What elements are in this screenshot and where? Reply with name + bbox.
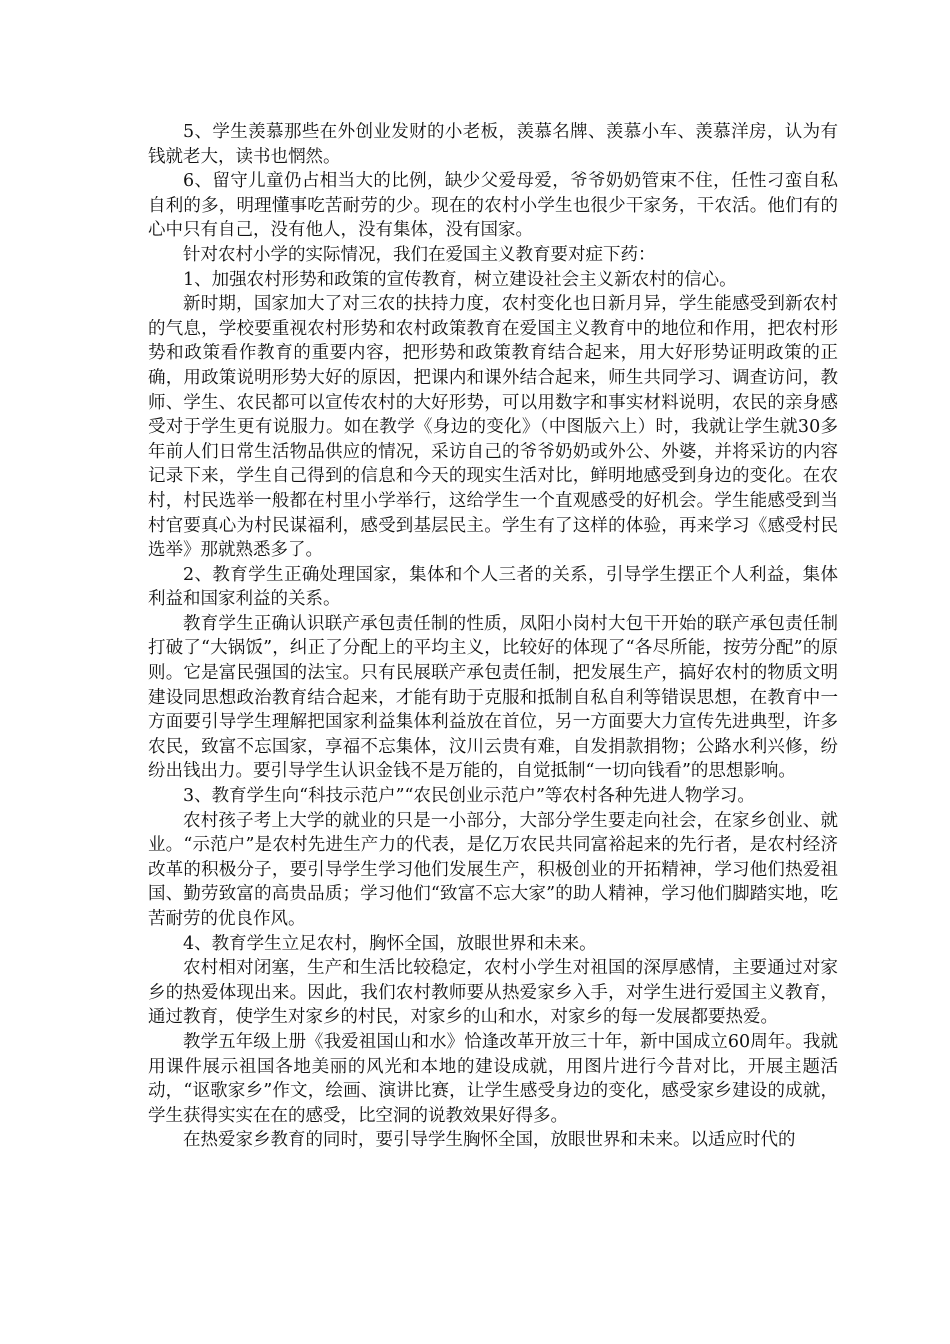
paragraph-6: 2、教育学生正确处理国家，集体和个人三者的关系，引导学生摆正个人利益，集体利益和国家利益的关系。 xyxy=(148,564,838,610)
paragraph-10: 4、教育学生立足农村，胸怀全国，放眼世界和未来。 xyxy=(183,933,597,954)
paragraph-2: 6、留守儿童仍占相当大的比例，缺少父爱母爱，爷爷奶奶管束不住，任性刁蛮自私自利的多，明理懂事吃苦耐劳的少。现在的农村小学生也很少干家务，干农活。他们有的心中只有自己，没有他人，没有集体，没有国家。 xyxy=(148,171,838,241)
paragraph-3: 针对农村小学的实际情况，我们在爱国主义教育要对症下药： xyxy=(183,244,656,265)
paragraph-12: 教学五年级上册《我爱祖国山和水》恰逢改革开放三十年，新中国成立60周年。我就用课件展示祖国各地美丽的风光和本地的建设成就，用图片进行今昔对比，开展主题活动，“讴歌家乡”作文，绘画、演讲比赛，让学生感受身边的变化，感受家乡建设的成就，学生获得实实在在的感受，比空洞的说教效果好得多。 xyxy=(148,1031,838,1126)
document-body xyxy=(148,120,838,1153)
paragraph-8: 3、教育学生向“科技示范户”“农民创业示范户”等农村各种先进人物学习。 xyxy=(183,786,755,807)
paragraph-4: 1、加强农村形势和政策的宣传教育，树立建设社会主义新农村的信心。 xyxy=(183,269,737,290)
paragraph-11: 农村相对闭塞，生产和生活比较稳定，农村小学生对祖国的深厚感情，主要通过对家乡的热爱体现出来。因此，我们农村教师要从热爱家乡入手，对学生进行爱国主义教育，通过教育，使学生对家乡的村民，对家乡的山和水，对家乡的每一发展都要热爱。 xyxy=(148,958,838,1028)
paragraph-13: 在热爱家乡教育的同时，要引导学生胸怀全国，放眼世界和未来。以适应时代的 xyxy=(183,1130,796,1151)
paragraph-9: 农村孩子考上大学的就业的只是一小部分，大部分学生要走向社会，在家乡创业、就业。“示范户”是农村先进生产力的代表，是亿万农民共同富裕起来的先行者，是农村经济改革的积极分子，要引导学生学习他们发展生产，积极创业的开拓精神，学习他们热爱祖国、勤劳致富的高贵品质；学习他们“致富不忘大家”的助人精神，学习他们脚踏实地，吃苦耐劳的优良作风。 xyxy=(148,810,838,929)
paragraph-1: 5、学生羡慕那些在外创业发财的小老板，羡慕名牌、羡慕小车、羡慕洋房，认为有钱就老大，读书也惘然。 xyxy=(148,122,838,167)
paragraph-5: 新时期，国家加大了对三农的扶持力度，农村变化也日新月异，学生能感受到新农村的气息，学校要重视农村形势和农村政策教育在爱国主义教育中的地位和作用，把农村形势和政策看作教育的重要内容，把形势和政策教育结合起来，用大好形势证明政策的正确，用政策说明形势大好的原因，把课内和课外结合起来，师生共同学习、调查访问，教师、学生、农民都可以宣传农村的大好形势，可以用数字和事实材料说明，农民的亲身感受对于学生更有说服力。如在教学《身边的变化》（中图版六上）时，我就让学生就30多年前人们日常生活物品供应的情况，采访自己的爷爷奶奶或外公、外婆，并将采访的内容记录下来，学生自己得到的信息和今天的现实生活对比，鲜明地感受到身边的变化。在农村，村民选举一般都在村里小学举行，这给学生一个直观感受的好机会。学生能感受到当村官要真心为村民谋福利，感受到基层民主。学生有了这样的体验，再来学习《感受村民选举》那就熟悉多了。 xyxy=(148,294,838,561)
paragraph-7: 教育学生正确认识联产承包责任制的性质，凤阳小岗村大包干开始的联产承包责任制打破了“大锅饭”，纠正了分配上的平均主义，比较好的体现了“各尽所能，按劳分配”的原则。它是富民强国的法宝。只有民展联产承包责任制，把发展生产，搞好农村的物质文明建设同思想政治教育结合起来，才能有助于克服和抵制自私自利等错误思想，在教育中一方面要引导学生理解把国家利益集体利益放在首位，另一方面要大力宣传先进典型，许多农民，致富不忘国家，享福不忘集体，汶川云贵有难，自发捐款捐物；公路水利兴修，纷纷出钱出力。要引导学生认识金钱不是万能的，自觉抵制“一切向钱看”的思想影响。 xyxy=(148,613,838,782)
